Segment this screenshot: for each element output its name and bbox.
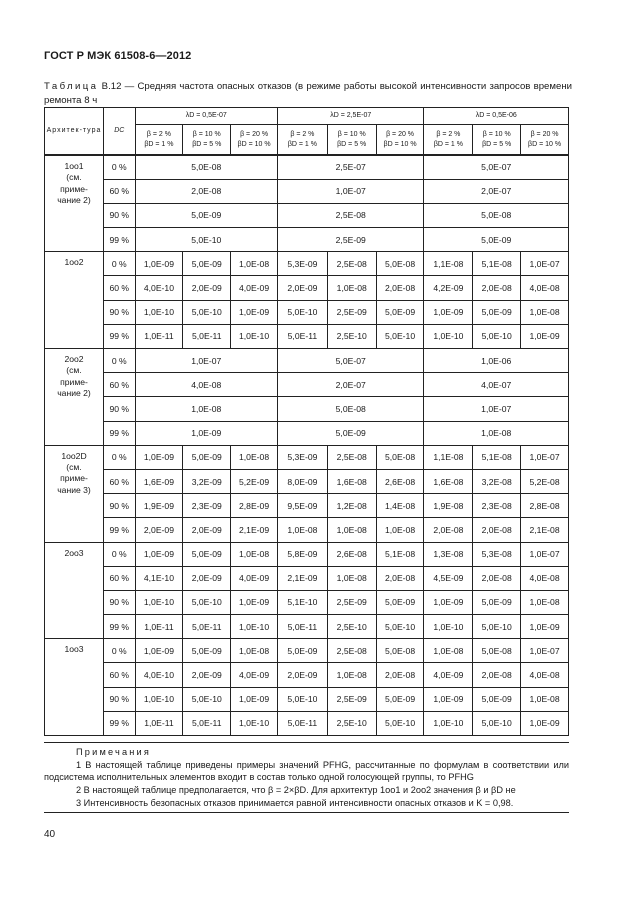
- value-cell: 9,5E-09: [277, 494, 327, 518]
- value-cell: 5,0E-08: [277, 397, 424, 421]
- value-cell: 5,0E-08: [424, 203, 569, 227]
- value-cell: 2,8E-08: [521, 494, 569, 518]
- value-cell: 2,0E-09: [183, 663, 231, 687]
- dc-cell: 60 %: [104, 373, 136, 397]
- architecture-cell: [45, 542, 104, 639]
- page-number: 40: [44, 829, 56, 840]
- value-cell: 2,0E-09: [277, 663, 327, 687]
- value-cell: 1,6E-08: [327, 469, 376, 493]
- beta-value: β = 10 %: [482, 131, 511, 138]
- table-caption: [44, 80, 572, 107]
- beta-header: [521, 125, 569, 156]
- value-cell: 1,0E-07: [135, 349, 277, 373]
- value-cell: 4,0E-07: [424, 373, 569, 397]
- value-cell: 5,0E-11: [277, 711, 327, 735]
- architecture-label: 1oo2: [64, 257, 84, 268]
- value-cell: 5,0E-09: [183, 542, 231, 566]
- value-cell: 1,0E-08: [277, 518, 327, 542]
- value-cell: 1,0E-10: [135, 590, 183, 614]
- dc-cell: 99 %: [104, 711, 136, 735]
- dc-cell: 60 %: [104, 469, 136, 493]
- value-cell: 4,0E-09: [424, 663, 473, 687]
- failure-rate-table: [44, 107, 569, 736]
- dc-cell: 0 %: [104, 252, 136, 276]
- value-cell: 5,0E-10: [376, 615, 424, 639]
- value-cell: 5,0E-09: [183, 639, 231, 663]
- dc-cell: 90 %: [104, 397, 136, 421]
- beta-d-value: βD = 1 %: [433, 140, 463, 148]
- value-cell: 1,0E-09: [231, 590, 278, 614]
- architecture-cell: [45, 252, 104, 349]
- beta-header: [135, 125, 183, 156]
- architecture-label: (см.: [66, 462, 82, 473]
- value-cell: 5,0E-10: [135, 228, 277, 252]
- value-cell: 1,0E-09: [135, 542, 183, 566]
- dc-cell: 90 %: [104, 687, 136, 711]
- value-cell: 5,0E-09: [135, 203, 277, 227]
- value-cell: 2,5E-09: [327, 590, 376, 614]
- table-row: [45, 494, 569, 518]
- beta-header: [424, 125, 473, 156]
- lambda-group-header: λD = 0,5E-07: [135, 108, 277, 125]
- value-cell: 1,1E-08: [424, 252, 473, 276]
- dc-cell: 99 %: [104, 228, 136, 252]
- beta-header: [277, 125, 327, 156]
- value-cell: 1,0E-09: [521, 711, 569, 735]
- value-cell: 2,0E-08: [376, 276, 424, 300]
- value-cell: 2,0E-07: [424, 179, 569, 203]
- value-cell: 4,0E-09: [231, 663, 278, 687]
- table-row: [45, 179, 569, 203]
- value-cell: 5,0E-08: [473, 639, 521, 663]
- dc-cell: 60 %: [104, 663, 136, 687]
- value-cell: 2,0E-08: [376, 663, 424, 687]
- value-cell: 1,0E-07: [521, 639, 569, 663]
- lambda-group-header: λD = 0,5E-06: [424, 108, 569, 125]
- value-cell: 5,0E-09: [376, 590, 424, 614]
- value-cell: 2,5E-07: [277, 155, 424, 179]
- table-row: [45, 566, 569, 590]
- table-row: [45, 445, 569, 469]
- value-cell: 1,4E-08: [376, 494, 424, 518]
- table-row: [45, 518, 569, 542]
- value-cell: 1,0E-08: [231, 542, 278, 566]
- table-row: [45, 639, 569, 663]
- value-cell: 1,1E-08: [424, 445, 473, 469]
- table-row: [45, 228, 569, 252]
- value-cell: 5,0E-11: [183, 324, 231, 348]
- dc-cell: 99 %: [104, 421, 136, 445]
- value-cell: 3,2E-08: [473, 469, 521, 493]
- value-cell: 1,0E-08: [521, 300, 569, 324]
- table-row: [45, 663, 569, 687]
- value-cell: 1,0E-09: [135, 639, 183, 663]
- dc-cell: 0 %: [104, 349, 136, 373]
- table-row: [45, 300, 569, 324]
- value-cell: 5,1E-08: [473, 445, 521, 469]
- beta-header: [183, 125, 231, 156]
- value-cell: 4,0E-08: [521, 566, 569, 590]
- value-cell: 2,0E-08: [473, 276, 521, 300]
- architecture-cell: [45, 445, 104, 542]
- value-cell: 5,3E-08: [473, 542, 521, 566]
- value-cell: 2,1E-09: [231, 518, 278, 542]
- value-cell: 2,0E-08: [424, 518, 473, 542]
- value-cell: 1,0E-10: [424, 711, 473, 735]
- value-cell: 5,0E-08: [376, 252, 424, 276]
- value-cell: 2,0E-08: [473, 566, 521, 590]
- value-cell: 1,0E-07: [424, 397, 569, 421]
- beta-value: β = 10 %: [337, 131, 366, 138]
- value-cell: 2,5E-08: [327, 639, 376, 663]
- value-cell: 1,0E-10: [424, 615, 473, 639]
- value-cell: 2,0E-08: [473, 518, 521, 542]
- architecture-label: приме-: [60, 376, 88, 387]
- architecture-label: чание 3): [57, 484, 91, 495]
- value-cell: 5,0E-10: [376, 324, 424, 348]
- value-cell: 2,6E-08: [327, 542, 376, 566]
- table-row: [45, 469, 569, 493]
- value-cell: 1,0E-11: [135, 711, 183, 735]
- value-cell: 5,0E-09: [277, 421, 424, 445]
- architecture-label: 1oo2D: [61, 450, 87, 461]
- value-cell: 1,0E-10: [424, 324, 473, 348]
- value-cell: 5,3E-09: [277, 445, 327, 469]
- dc-cell: 90 %: [104, 590, 136, 614]
- value-cell: 2,0E-09: [277, 276, 327, 300]
- value-cell: 2,0E-09: [183, 276, 231, 300]
- value-cell: 4,0E-09: [231, 276, 278, 300]
- value-cell: 4,0E-10: [135, 276, 183, 300]
- value-cell: 2,1E-09: [277, 566, 327, 590]
- value-cell: 1,0E-08: [424, 421, 569, 445]
- value-cell: 1,0E-08: [231, 639, 278, 663]
- value-cell: 5,0E-10: [473, 615, 521, 639]
- value-cell: 5,1E-08: [376, 542, 424, 566]
- table-row: [45, 349, 569, 373]
- architecture-cell: [45, 639, 104, 736]
- value-cell: 1,0E-10: [231, 711, 278, 735]
- value-cell: 2,0E-07: [277, 373, 424, 397]
- dc-cell: 90 %: [104, 494, 136, 518]
- table-row: [45, 711, 569, 735]
- beta-d-value: βD = 10 %: [237, 140, 271, 148]
- value-cell: 5,0E-11: [183, 615, 231, 639]
- value-cell: 8,0E-09: [277, 469, 327, 493]
- value-cell: 1,0E-10: [135, 300, 183, 324]
- note-3: 3 Интенсивность безопасных отказов принимается равной интенсивности опасных отказов и K = 0,98.: [44, 797, 569, 813]
- value-cell: 5,0E-08: [135, 155, 277, 179]
- value-cell: 2,0E-08: [135, 179, 277, 203]
- value-cell: 1,0E-08: [327, 276, 376, 300]
- value-cell: 5,0E-10: [183, 687, 231, 711]
- value-cell: 1,0E-07: [521, 252, 569, 276]
- table-row: [45, 590, 569, 614]
- value-cell: 1,0E-09: [231, 687, 278, 711]
- table-row: [45, 421, 569, 445]
- value-cell: 2,5E-08: [327, 445, 376, 469]
- table-row: [45, 324, 569, 348]
- value-cell: 1,0E-11: [135, 615, 183, 639]
- value-cell: 5,2E-08: [521, 469, 569, 493]
- value-cell: 1,2E-08: [327, 494, 376, 518]
- beta-d-value: βD = 10 %: [528, 140, 562, 148]
- architecture-label: (см.: [66, 365, 82, 376]
- table-row: [45, 276, 569, 300]
- value-cell: 5,0E-07: [277, 349, 424, 373]
- notes-heading: Примечания: [76, 747, 152, 757]
- value-cell: 4,0E-09: [231, 566, 278, 590]
- value-cell: 1,0E-06: [424, 349, 569, 373]
- note-2: 2 В настоящей таблице предполагается, что β = 2×βD. Для архитектур 1oo1 и 2oo2 значения β и βD не: [76, 785, 516, 796]
- value-cell: 5,0E-10: [376, 711, 424, 735]
- value-cell: 4,0E-10: [135, 663, 183, 687]
- value-cell: 2,8E-09: [231, 494, 278, 518]
- value-cell: 1,6E-09: [135, 469, 183, 493]
- architecture-label: приме-: [60, 473, 88, 484]
- value-cell: 1,0E-08: [327, 566, 376, 590]
- value-cell: 1,0E-08: [327, 663, 376, 687]
- value-cell: 5,0E-10: [277, 687, 327, 711]
- value-cell: 5,2E-09: [231, 469, 278, 493]
- beta-value: β = 20 %: [530, 131, 559, 138]
- beta-d-value: βD = 5 %: [192, 140, 222, 148]
- value-cell: 3,2E-09: [183, 469, 231, 493]
- dc-cell: 0 %: [104, 542, 136, 566]
- beta-value: β = 20 %: [386, 131, 415, 138]
- value-cell: 1,0E-09: [135, 445, 183, 469]
- value-cell: 1,0E-11: [135, 324, 183, 348]
- value-cell: 1,0E-10: [231, 615, 278, 639]
- value-cell: 5,3E-09: [277, 252, 327, 276]
- value-cell: 1,0E-09: [424, 590, 473, 614]
- value-cell: 1,0E-08: [231, 445, 278, 469]
- architecture-cell: [45, 155, 104, 252]
- value-cell: 5,1E-08: [473, 252, 521, 276]
- note-1: 1 В настоящей таблице приведены примеры значений PFHG, рассчитанные по формулам в соответствии или подсистема исполнительных элементов входит в состав только одной голосующей группы, то PFHG: [44, 759, 569, 783]
- value-cell: 2,0E-09: [183, 566, 231, 590]
- value-cell: 5,0E-09: [473, 687, 521, 711]
- value-cell: 1,0E-08: [135, 397, 277, 421]
- value-cell: 2,1E-08: [521, 518, 569, 542]
- value-cell: 2,0E-08: [376, 566, 424, 590]
- value-cell: 4,2E-09: [424, 276, 473, 300]
- value-cell: 1,6E-08: [424, 469, 473, 493]
- architecture-label: 2oo2: [64, 354, 84, 364]
- value-cell: 4,5E-09: [424, 566, 473, 590]
- dc-cell: 60 %: [104, 566, 136, 590]
- value-cell: 5,0E-09: [424, 228, 569, 252]
- architecture-label: 1oo3: [64, 644, 84, 655]
- value-cell: 4,0E-08: [521, 276, 569, 300]
- value-cell: 1,0E-09: [135, 252, 183, 276]
- table-row: [45, 252, 569, 276]
- dc-cell: 0 %: [104, 155, 136, 179]
- value-cell: 1,0E-08: [521, 687, 569, 711]
- caption-label: Таблица: [44, 81, 99, 92]
- architecture-label: 1oo1: [64, 161, 84, 171]
- col-architecture: Архитек-тура: [45, 108, 104, 156]
- value-cell: 5,0E-09: [183, 445, 231, 469]
- value-cell: 2,3E-09: [183, 494, 231, 518]
- value-cell: 2,5E-09: [327, 687, 376, 711]
- value-cell: 5,0E-11: [277, 324, 327, 348]
- dc-cell: 90 %: [104, 300, 136, 324]
- dc-cell: 60 %: [104, 276, 136, 300]
- value-cell: 5,0E-09: [376, 300, 424, 324]
- dc-cell: 99 %: [104, 518, 136, 542]
- architecture-label: 2oo3: [64, 547, 84, 558]
- value-cell: 5,0E-09: [183, 252, 231, 276]
- beta-value: β = 10 %: [192, 131, 221, 138]
- beta-header: [327, 125, 376, 156]
- value-cell: 5,0E-07: [424, 155, 569, 179]
- beta-value: β = 2 %: [146, 131, 171, 138]
- document-header: ГОСТ Р МЭК 61508-6—2012: [44, 50, 192, 62]
- value-cell: 5,0E-10: [183, 590, 231, 614]
- dc-cell: 0 %: [104, 445, 136, 469]
- architecture-label: чание 2): [57, 387, 91, 398]
- value-cell: 4,0E-08: [521, 663, 569, 687]
- dc-cell: 0 %: [104, 639, 136, 663]
- beta-header: [376, 125, 424, 156]
- table-row: [45, 542, 569, 566]
- value-cell: 5,0E-09: [473, 300, 521, 324]
- value-cell: 1,0E-10: [231, 324, 278, 348]
- value-cell: 1,0E-07: [521, 542, 569, 566]
- architecture-label: приме-: [60, 183, 88, 194]
- notes-block: [44, 742, 569, 813]
- value-cell: 1,0E-08: [327, 518, 376, 542]
- table-row: [45, 203, 569, 227]
- value-cell: 1,0E-07: [277, 179, 424, 203]
- value-cell: 1,0E-08: [424, 639, 473, 663]
- value-cell: 1,0E-10: [135, 687, 183, 711]
- dc-cell: 99 %: [104, 615, 136, 639]
- value-cell: 1,0E-09: [424, 300, 473, 324]
- beta-d-value: βD = 5 %: [337, 140, 367, 148]
- value-cell: 5,0E-09: [277, 639, 327, 663]
- beta-d-value: βD = 10 %: [383, 140, 417, 148]
- value-cell: 2,0E-09: [135, 518, 183, 542]
- value-cell: 1,0E-09: [424, 687, 473, 711]
- value-cell: 1,3E-08: [424, 542, 473, 566]
- beta-header: [473, 125, 521, 156]
- dc-cell: 99 %: [104, 324, 136, 348]
- value-cell: 1,0E-08: [376, 518, 424, 542]
- value-cell: 5,0E-08: [376, 445, 424, 469]
- table-row: [45, 615, 569, 639]
- architecture-label: (см.: [66, 172, 82, 183]
- table-row: [45, 687, 569, 711]
- value-cell: 2,5E-08: [277, 203, 424, 227]
- table-row: [45, 155, 569, 179]
- value-cell: 2,5E-10: [327, 615, 376, 639]
- value-cell: 2,5E-09: [277, 228, 424, 252]
- value-cell: 1,0E-08: [521, 590, 569, 614]
- table-row: [45, 397, 569, 421]
- value-cell: 5,0E-09: [473, 590, 521, 614]
- value-cell: 1,0E-08: [231, 252, 278, 276]
- col-dc: DC: [104, 108, 136, 156]
- value-cell: 2,3E-08: [473, 494, 521, 518]
- beta-d-value: βD = 1 %: [287, 140, 317, 148]
- value-cell: 1,9E-08: [424, 494, 473, 518]
- beta-value: β = 20 %: [240, 131, 269, 138]
- value-cell: 5,8E-09: [277, 542, 327, 566]
- value-cell: 1,0E-09: [521, 324, 569, 348]
- table-row: [45, 373, 569, 397]
- value-cell: 5,0E-08: [376, 639, 424, 663]
- value-cell: 5,1E-10: [277, 590, 327, 614]
- value-cell: 5,0E-10: [183, 300, 231, 324]
- value-cell: 2,5E-08: [327, 252, 376, 276]
- value-cell: 2,0E-08: [473, 663, 521, 687]
- dc-cell: 90 %: [104, 203, 136, 227]
- value-cell: 5,0E-10: [277, 300, 327, 324]
- value-cell: 5,0E-11: [277, 615, 327, 639]
- architecture-label: чание 2): [57, 194, 91, 205]
- value-cell: 5,0E-10: [473, 711, 521, 735]
- header-row-lambda: [45, 108, 569, 125]
- value-cell: 2,5E-10: [327, 711, 376, 735]
- caption-text: В.12 — Средняя частота опасных отказов (в режиме работы высокой интенсивности запросов времени ремонта 8 ч: [44, 81, 572, 106]
- value-cell: 5,0E-11: [183, 711, 231, 735]
- beta-value: β = 2 %: [290, 131, 315, 138]
- value-cell: 2,5E-10: [327, 324, 376, 348]
- beta-value: β = 2 %: [436, 131, 461, 138]
- value-cell: 2,5E-09: [327, 300, 376, 324]
- lambda-group-header: λD = 2,5E-07: [277, 108, 424, 125]
- value-cell: 5,0E-10: [473, 324, 521, 348]
- value-cell: 2,0E-09: [183, 518, 231, 542]
- architecture-cell: [45, 349, 104, 446]
- value-cell: 2,6E-08: [376, 469, 424, 493]
- value-cell: 1,9E-09: [135, 494, 183, 518]
- beta-header: [231, 125, 278, 156]
- value-cell: 1,0E-09: [135, 421, 277, 445]
- value-cell: 1,0E-09: [231, 300, 278, 324]
- value-cell: 1,0E-09: [521, 615, 569, 639]
- beta-d-value: βD = 5 %: [482, 140, 512, 148]
- dc-cell: 60 %: [104, 179, 136, 203]
- value-cell: 5,0E-09: [376, 687, 424, 711]
- beta-d-value: βD = 1 %: [144, 140, 174, 148]
- value-cell: 4,0E-08: [135, 373, 277, 397]
- value-cell: 4,1E-10: [135, 566, 183, 590]
- value-cell: 1,0E-07: [521, 445, 569, 469]
